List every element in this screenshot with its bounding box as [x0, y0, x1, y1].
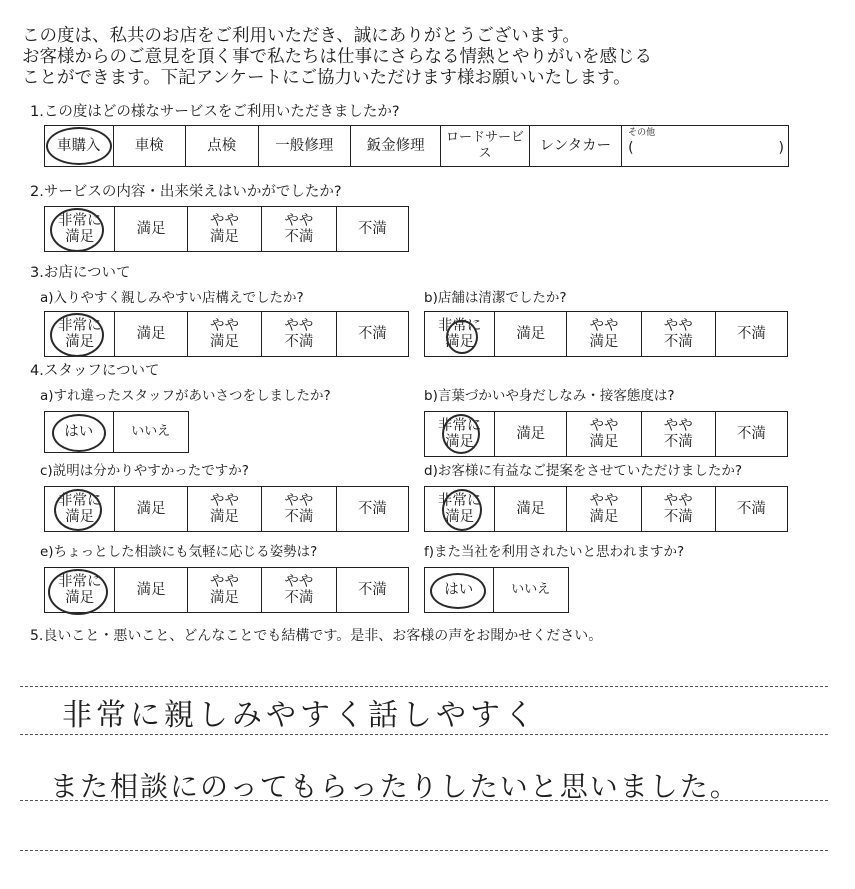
q2-very-satisfied[interactable]: 非常に 満足: [57, 213, 102, 245]
q1-option-car-purchase[interactable]: 車購入: [57, 138, 101, 154]
q4c-somewhat-satisfied[interactable]: やや 満足: [187, 487, 261, 531]
q3b-satisfied[interactable]: 満足: [494, 312, 566, 356]
q3a-dissatisfied[interactable]: 不満: [336, 312, 408, 356]
q4a-no[interactable]: いいえ: [113, 412, 188, 452]
q3a-somewhat-satisfied[interactable]: やや 満足: [187, 312, 261, 356]
comment-line-2: [20, 734, 828, 735]
q3-b-scale: [424, 311, 788, 357]
question-4-label: 4.スタッフについて: [30, 363, 160, 379]
q4b-somewhat-satisfied[interactable]: やや 満足: [566, 412, 640, 456]
q4d-somewhat-satisfied[interactable]: やや 満足: [566, 487, 640, 531]
comment-line-1: [20, 686, 828, 687]
q4-e-label: e)ちょっとした相談にも気軽に応じる姿勢は?: [40, 544, 318, 560]
q3-a-scale: [44, 311, 409, 357]
q3b-somewhat-satisfied[interactable]: やや 満足: [566, 312, 640, 356]
question-2-label: 2.サービスの内容・出来栄えはいかがでしたか?: [30, 184, 342, 200]
q2-somewhat-dissatisfied[interactable]: やや 不満: [261, 207, 335, 251]
q4d-somewhat-dissatisfied[interactable]: やや 不満: [641, 487, 715, 531]
q4d-very-satisfied[interactable]: 非常に 満足: [437, 493, 482, 525]
question-1-label: 1.この度はどの様なサービスをご利用いただきましたか?: [30, 104, 400, 120]
q4d-dissatisfied[interactable]: 不満: [715, 487, 787, 531]
q4f-yes[interactable]: はい: [444, 582, 474, 598]
q2-satisfied[interactable]: 満足: [114, 207, 186, 251]
intro-line-2: お客様からのご意見を頂く事で私たちは仕事にさらなる情熱とやりがいを感じる: [22, 47, 652, 67]
q4a-yes[interactable]: はい: [64, 424, 94, 440]
q1-option-sheet-metal[interactable]: 鈑金修理: [350, 126, 440, 166]
intro-line-1: この度は、私共のお店をご利用いただき、誠にありがとうございます。: [22, 26, 580, 46]
q2-dissatisfied[interactable]: 不満: [336, 207, 408, 251]
q4-c-label: c)説明は分かりやすかったですか?: [40, 463, 249, 479]
comment-line-4: [20, 850, 828, 851]
q2-scale: [44, 206, 409, 252]
q4e-somewhat-satisfied[interactable]: やや 満足: [187, 568, 261, 612]
q4d-satisfied[interactable]: 満足: [494, 487, 566, 531]
q4b-satisfied[interactable]: 満足: [494, 412, 566, 456]
q4e-somewhat-dissatisfied[interactable]: やや 不満: [261, 568, 335, 612]
q4b-very-satisfied[interactable]: 非常に 満足: [437, 418, 482, 450]
q1-service-options: [44, 125, 789, 167]
q3b-dissatisfied[interactable]: 不満: [715, 312, 787, 356]
question-5-label: 5.良いこと・悪いこと、どんなことでも結構です。是非、お客様の声をお聞かせください。: [30, 628, 603, 644]
q1-option-inspection[interactable]: 車検: [113, 126, 186, 166]
q3-a-label: a)入りやすく親しみやすい店構えでしたか?: [40, 290, 304, 306]
handwritten-comment-line-2: また相談にのってもらったりしたいと思いました。: [50, 770, 740, 803]
q4e-satisfied[interactable]: 満足: [114, 568, 186, 612]
q2-somewhat-satisfied[interactable]: やや 満足: [187, 207, 261, 251]
q1-option-road-service[interactable]: ロードサービス: [440, 126, 528, 166]
q1-option-check[interactable]: 点検: [185, 126, 258, 166]
q4-d-label: d)お客様に有益なご提案をさせていただけましたか?: [424, 463, 743, 479]
q1-option-rental-car[interactable]: レンタカー: [529, 126, 621, 166]
q4-a-label: a)すれ違ったスタッフがあいさつをしましたか?: [40, 388, 331, 404]
q4c-dissatisfied[interactable]: 不満: [336, 487, 408, 531]
q4f-no[interactable]: いいえ: [493, 568, 568, 612]
q4-b-label: b)言葉づかいや身だしなみ・接客態度は?: [424, 388, 675, 404]
q4-c-scale: [44, 486, 409, 532]
q3a-somewhat-dissatisfied[interactable]: やや 不満: [261, 312, 335, 356]
q4b-somewhat-dissatisfied[interactable]: やや 不満: [641, 412, 715, 456]
q1-other-label: その他: [628, 128, 656, 138]
q1-other-field[interactable]: ( ): [628, 140, 784, 156]
q4-f-yesno: [424, 567, 569, 613]
intro-line-3: ことができます。下記アンケートにご協力いただけます様お願いいたします。: [22, 68, 631, 88]
question-3-label: 3.お店について: [30, 265, 131, 281]
q1-option-other[interactable]: [621, 126, 788, 166]
q3b-somewhat-dissatisfied[interactable]: やや 不満: [641, 312, 715, 356]
q4-f-label: f)また当社を利用されたいと思われますか?: [424, 544, 685, 560]
q4-d-scale: [424, 486, 788, 532]
intro-text: [22, 26, 842, 89]
q4c-somewhat-dissatisfied[interactable]: やや 不満: [261, 487, 335, 531]
q3a-satisfied[interactable]: 満足: [114, 312, 186, 356]
q4-e-scale: [44, 567, 409, 613]
handwritten-comment-line-1: 非常に親しみやすく話しやすく: [62, 698, 538, 733]
q1-option-general-repair[interactable]: 一般修理: [258, 126, 350, 166]
q4c-very-satisfied[interactable]: 非常に 満足: [57, 493, 102, 525]
q4c-satisfied[interactable]: 満足: [114, 487, 186, 531]
q4-a-yesno: [44, 411, 189, 453]
q3b-very-satisfied[interactable]: 非常に 満足: [437, 318, 482, 350]
q4b-dissatisfied[interactable]: 不満: [715, 412, 787, 456]
q4e-very-satisfied[interactable]: 非常に 満足: [57, 574, 102, 606]
q4-b-scale: [424, 411, 788, 457]
q3-b-label: b)店舗は清潔でしたか?: [424, 290, 567, 306]
q4e-dissatisfied[interactable]: 不満: [336, 568, 408, 612]
q3a-very-satisfied[interactable]: 非常に 満足: [57, 318, 102, 350]
